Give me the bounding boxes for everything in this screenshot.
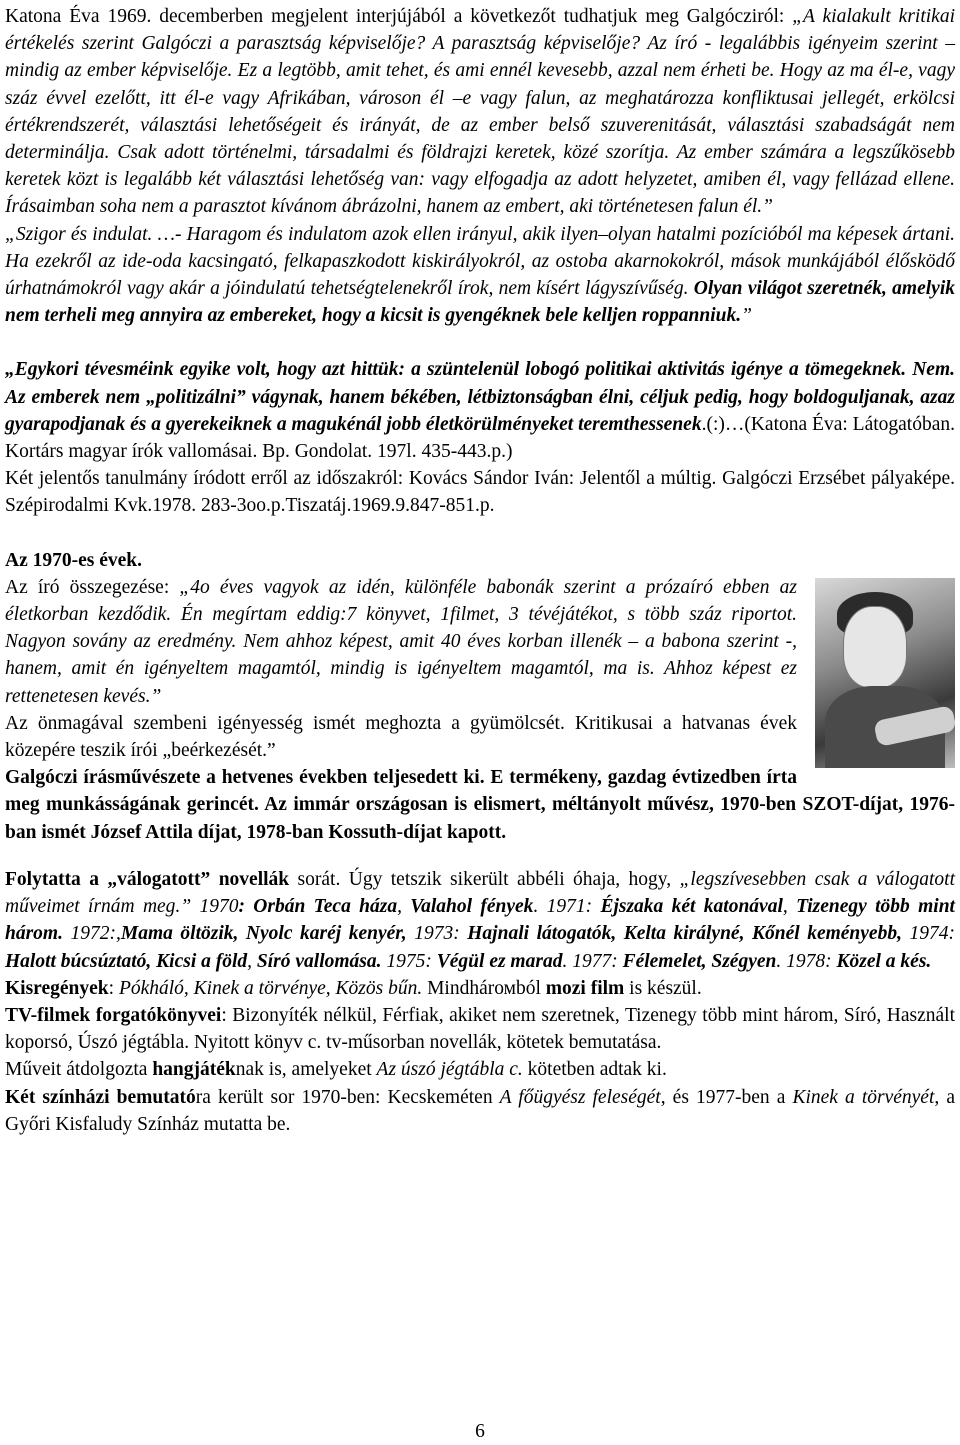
paragraph-short-novels: Kisregények: Pókháló, Kinek a törvénye, Közös bűn. Mindhárомból mozi film is készül.: [5, 977, 702, 999]
interview-quote-a: „A kialakult kritikai értékelés szerint Galgóczi a parasztság képviselője? A parasztság képviselője? Az író - legalábbis igényeim szerint –mindig az ember képviselője. Ez a legtöbb, amit tehet, és ami ennél kevesebb, azzal nem érheti be. Hogy az ma él-e, vagy száz évvel ezelőtt, itt él-e vagy Afrikában, városon él –e vagy falun, az meghatározza konfliktusai jellegét, erkölcsi értékrendszerét, választási lehetőségeit és irányát, de az ember belső szuverenitását, választási szabadságát nem determinálja. Csak adott történelmi, társadalmi és földrajzi keretek, közé szorítja. Az ember számára a legszűkösebb keretek közt is legalább két választási lehetőség van: vagy elfogadja az adott helyzetet, amiben él, vagy fellázad ellene. Írásaimban soha nem a parasztot kívánom ábrázolni, hanem az embert, aki történetesen falun él.”: [5, 6, 955, 218]
paragraph-radio-plays: Műveit átdolgozta hangjátéknak is, amelyeket Az úszó jégtábla c. kötetben adtak ki.: [5, 1059, 667, 1081]
heading-1970s: Az 1970-es évek.: [5, 549, 143, 571]
paragraph-errors: [5, 356, 955, 465]
summary-lead: Az író összegezése:: [5, 576, 180, 598]
paragraph-summary: [5, 574, 955, 710]
paragraph-theatre: Két színházi bemutatóra került sor 1970-ben: Kecskeméten A főügyész feleségét, és 1977-ben a Kinek a törvényét, a Győri Kisfaludy Színház mutatta be.: [5, 1086, 955, 1135]
interview-intro: Katona Éva 1969. decemberben megjelent interjújából a következőt tudhatjuk meg Galgócziról:: [5, 6, 793, 27]
paragraph-novellas: Folytatta a „válogatott” novellák sorát. Úgy tetszik sikerült abbéli óhaja, hogy, „legszívesebben csak a válogatott műveimet írnám meg.” 1970: Orbán Teca háza, Valahol fények. 1971: Éjszaka két katonával, Tizenegy több mint három. 1972:,Mama öltözik, Nyolc karéj kenyér, 1973: Hajnali látogatók, Kelta királyné, Kőnél keményebb, 1974: Halott búcsúztató, Kicsi a föld, Síró vallomása. 1975: Végül ez marad. 1977: Félemelet, Szégyen. 1978: Közel a kés.: [5, 868, 955, 972]
interview-quote-b: „Szigor és indulat. …- Haragom és indulatom azok ellen irányul, akik ilyen–olyan hatalmi pozícióból ma képesek ártani. Ha ezekről az ide-oda kacsingató, felkapaszkodott kiskirályokról, az ostoba akarnokokról, mások munkájából élősködő úrhatnámokról vagy akár a jóindulatú tehetségtelenekről írok, nem kísért lágyszívűség.: [5, 223, 955, 300]
summary-quote: „4o éves vagyok az idén, különféle babonák szerint a prózaíró ebben az életkorban kezdődik. Én megírtam eddig:7 könyvet, 1filmet, 3 tévéjátékot, s több száz riportot. Nagyon sovány az eredmény. Nem ahhoz képest, amit 40 éves korban illenék – a babona szerint -, hanem, amit én igényeltem magamtól, mindig is igényeltem magamtól, ma is. Ahhoz képest ez rettenetesen kevés.”: [5, 576, 797, 707]
errors-quote: „Egykori tévesméink egyike volt, hogy azt hittük: a szüntelenül lobogó politikai aktivitás igénye a tömegeknek. Nem.: [5, 359, 955, 381]
paragraph-awards: Galgóczi írásművészete a hetvenes években teljesedett ki. E termékeny, gazdag évtizedben írta meg munkásságának gerincét. Az immár országosan is elismert, méltányolt művész, 1970-ben SZOT-díjat, 1976-ban ismét József Attila díjat, 1978-ban Kossuth-díjat kapott.: [5, 767, 955, 843]
errors-quote-b: Az emberek nem „politizálni” vágynak, hanem békében, létbiztonságban élni, céljuk pedig, hogy boldoguljanak, azaz gyarapodjanak és a gyerekeiknek a magukénál jobb életkörülményeket teremthessenek: [5, 386, 955, 435]
page-number: 6: [475, 1421, 485, 1442]
errors-citation: .(:)…(Katona Éva: Látogatóban. Kortárs magyar írók vallomásai. Bp. Gondolat. 197l. 435-443.p.): [5, 413, 955, 463]
paragraph-tv-films: TV-filmek forgatókönyvei: Bizonyíték nélkül, Férfiak, akiket nem szeretnek, Tizenegy több mint három, Síró, Használt koporsó, Úszó jégtábla. Nyitott könyv c. tv-műsorban novellák, kötetek bemutatása.: [5, 1004, 955, 1054]
paragraph-studies: Két jelentős tanulmány íródott erről az időszakról: Kovács Sándor Iván: Jelentől a múltig. Galgóczi Erzsébet pályaképe. Szépirodalmi Kvk.1978. 283-3oo.p.Tiszatáj.1969.9.847-851.p.: [5, 468, 955, 517]
paragraph-interview: [5, 3, 955, 329]
document-page: [5, 3, 955, 1138]
interview-quote-b-bold: Olyan világot szeretnék, amelyik nem terheli meg annyira az embereket, hogy a kicsit is gyengéknek bele kelljen roppanniuk.: [5, 278, 955, 327]
author-portrait-photo: [815, 578, 955, 768]
paragraph-recognition: Az önmagával szembeni igényesség ismét meghozta a gyümölcsét. Kritikusai a hatvanas évek közepére teszik írói „beérkezését.”: [5, 712, 797, 762]
interview-quote-b-end: ”: [741, 305, 752, 327]
